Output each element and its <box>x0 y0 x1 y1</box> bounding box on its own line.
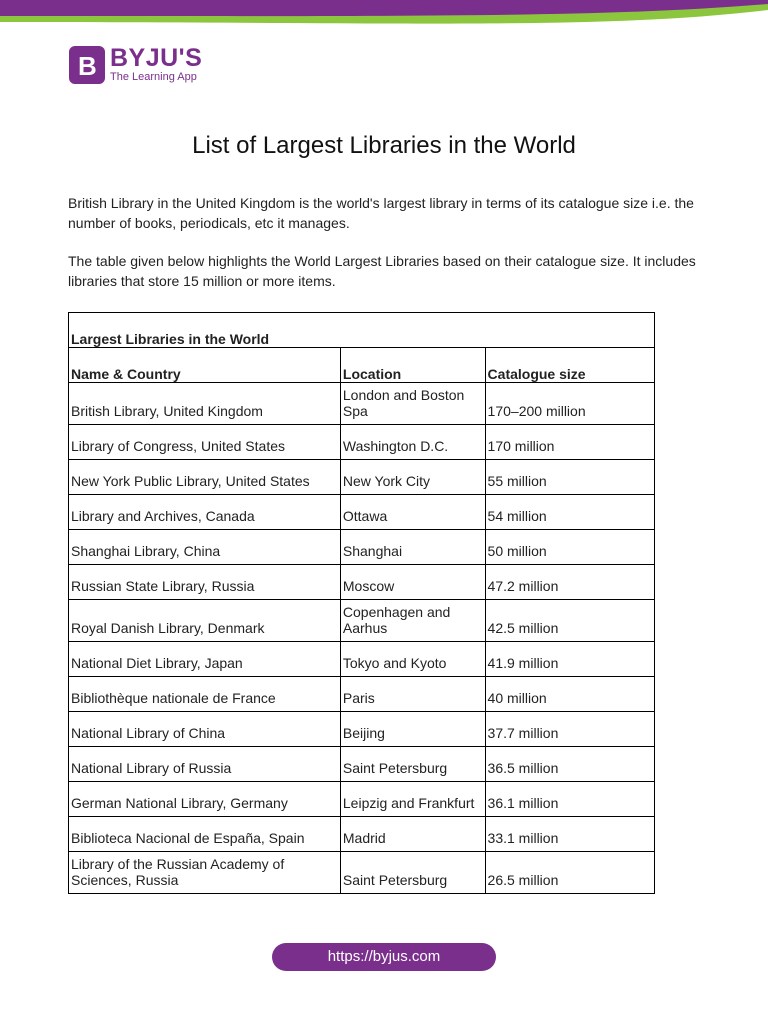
byjus-logo[interactable] <box>69 46 202 84</box>
logo-mark-letter: B <box>78 51 97 81</box>
table-row <box>69 712 655 747</box>
cell-name-country: Library of Congress, United States <box>69 425 341 460</box>
cell-catalogue-size: 36.5 million <box>485 747 654 782</box>
logo-tagline: The Learning App <box>110 71 197 83</box>
cell-name-country: National Diet Library, Japan <box>69 642 341 677</box>
cell-catalogue-size: 47.2 million <box>485 565 654 600</box>
cell-catalogue-size: 40 million <box>485 677 654 712</box>
cell-name-country: Royal Danish Library, Denmark <box>69 600 341 642</box>
table-row <box>69 782 655 817</box>
cell-name-country: German National Library, Germany <box>69 782 341 817</box>
cell-location: Leipzig and Frankfurt <box>340 782 485 817</box>
cell-catalogue-size: 26.5 million <box>485 852 654 894</box>
cell-location: Beijing <box>340 712 485 747</box>
cell-catalogue-size: 55 million <box>485 460 654 495</box>
cell-catalogue-size: 36.1 million <box>485 782 654 817</box>
cell-location: Moscow <box>340 565 485 600</box>
header-catalogue-size: Catalogue size <box>485 348 654 383</box>
intro-paragraph: British Library in the United Kingdom is the world's largest library in terms of its catalogue size i.e. the number of books, periodicals, etc it manages. <box>68 195 694 231</box>
cell-name-country: Library of the Russian Academy of Sciences, Russia <box>69 852 341 894</box>
table-row <box>69 495 655 530</box>
libraries-table <box>68 312 655 894</box>
table-row <box>69 383 655 425</box>
table-row <box>69 852 655 894</box>
cell-location: Ottawa <box>340 495 485 530</box>
table-row <box>69 747 655 782</box>
table-row <box>69 642 655 677</box>
header-name-country: Name & Country <box>69 348 341 383</box>
cell-catalogue-size: 170 million <box>485 425 654 460</box>
cell-location: Saint Petersburg <box>340 747 485 782</box>
header-location: Location <box>340 348 485 383</box>
cell-catalogue-size: 42.5 million <box>485 600 654 642</box>
cell-name-country: Biblioteca Nacional de España, Spain <box>69 817 341 852</box>
cell-location: Paris <box>340 677 485 712</box>
logo-name: BYJU'S <box>110 44 203 72</box>
cell-location: Madrid <box>340 817 485 852</box>
table-row <box>69 677 655 712</box>
table-caption: Largest Libraries in the World <box>69 313 655 348</box>
cell-name-country: National Library of Russia <box>69 747 341 782</box>
cell-name-country: Library and Archives, Canada <box>69 495 341 530</box>
page-title: List of Largest Libraries in the World <box>192 132 576 159</box>
cell-name-country: Bibliothèque nationale de France <box>69 677 341 712</box>
cell-location: Copenhagen and Aarhus <box>340 600 485 642</box>
cell-catalogue-size: 50 million <box>485 530 654 565</box>
table-body <box>69 383 655 894</box>
cell-location: Shanghai <box>340 530 485 565</box>
table-row <box>69 460 655 495</box>
cell-location: London and Boston Spa <box>340 383 485 425</box>
table-description-paragraph: The table given below highlights the World Largest Libraries based on their catalogue size. It includes libraries that store 15 million or more items. <box>68 253 696 289</box>
cell-catalogue-size: 41.9 million <box>485 642 654 677</box>
cell-name-country: Shanghai Library, China <box>69 530 341 565</box>
cell-catalogue-size: 37.7 million <box>485 712 654 747</box>
table-row <box>69 425 655 460</box>
table-row <box>69 530 655 565</box>
logo-mark-icon <box>69 46 105 84</box>
cell-catalogue-size: 170–200 million <box>485 383 654 425</box>
cell-catalogue-size: 33.1 million <box>485 817 654 852</box>
cell-location: Washington D.C. <box>340 425 485 460</box>
table-row <box>69 600 655 642</box>
top-decorative-band <box>0 0 768 28</box>
cell-location: Saint Petersburg <box>340 852 485 894</box>
table-row <box>69 565 655 600</box>
cell-name-country: National Library of China <box>69 712 341 747</box>
cell-name-country: New York Public Library, United States <box>69 460 341 495</box>
cell-location: Tokyo and Kyoto <box>340 642 485 677</box>
cell-name-country: British Library, United Kingdom <box>69 383 341 425</box>
cell-location: New York City <box>340 460 485 495</box>
table-row <box>69 817 655 852</box>
cell-name-country: Russian State Library, Russia <box>69 565 341 600</box>
cell-catalogue-size: 54 million <box>485 495 654 530</box>
footer-url-link[interactable]: https://byjus.com <box>272 943 496 971</box>
